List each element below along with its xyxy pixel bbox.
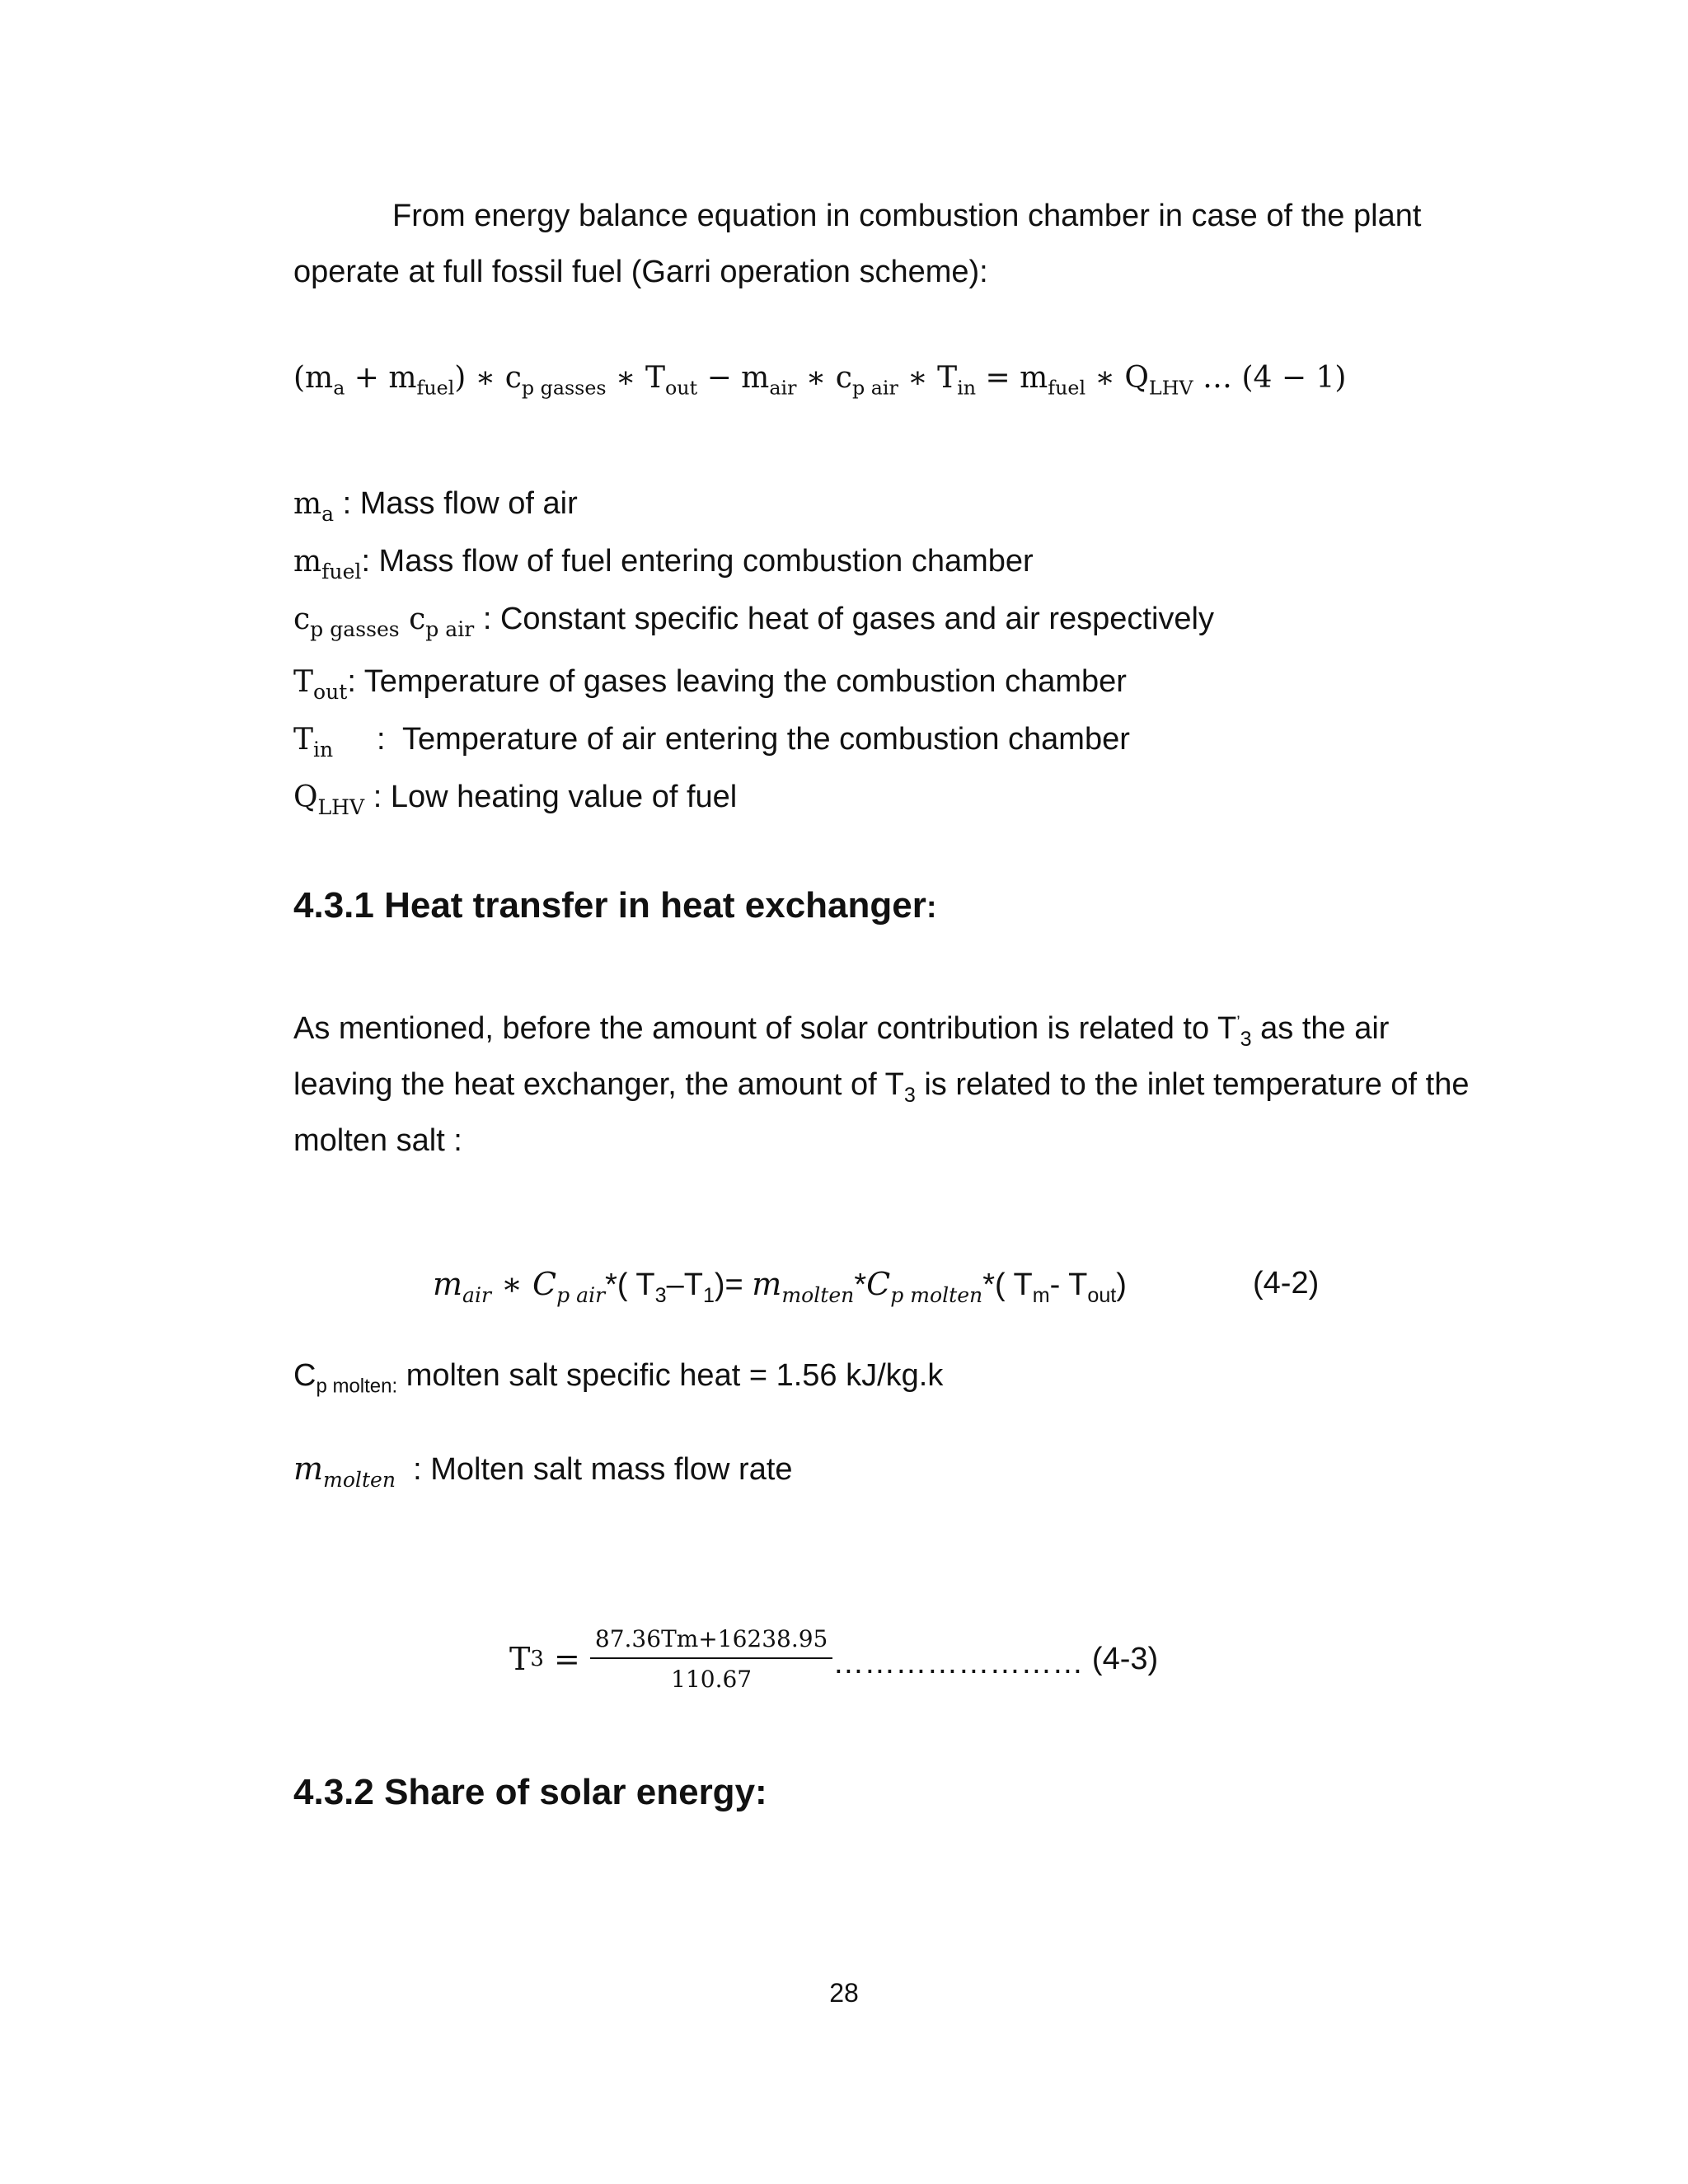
heat-exchanger-paragraph: As mentioned, before the amount of solar contribution is related to $T^’_3$ as the air leaving the heat exchanger, the amount of $T_3$ is related to the inlet temperature of the molten salt : <box>293 1011 1470 1158</box>
equation-4-1: $(m_a + m_{fuel})$ ∗ $c_{p gasses}$ ∗ $T_{out} - m_{air}$ ∗ $c_{p air}$ ∗ $T_{in} = m_{fuel}$ ∗ $Q_{LHV}$ … (4 − 1) <box>293 361 1347 400</box>
equation-4-2: $m_{air}$ ∗ $C_{p air}*$( $T_3-T_1)= m_{molten}*C_{p molten}*$( $T_m-$ $T_{out}$) <box>433 1266 1127 1307</box>
definition-mass-flow-air: $m_a$ : Mass flow of air <box>293 486 578 526</box>
section-heading-4-3-2: 4.3.2 Share of solar energy: <box>293 1772 767 1812</box>
definition-specific-heat: $c_{p gasses}$ $c_{p air}$ : Constant specific heat of gases and air respectively <box>293 602 1214 641</box>
section-heading-4-3-1: 4.3.1 Heat transfer in heat exchanger: <box>293 885 937 926</box>
intro-paragraph: From energy balance equation in combustion chamber in case of the plant operate at full fossil fuel (Garri operation scheme): <box>293 199 1422 289</box>
definition-q-lhv: $Q_{LHV}$ : Low heating value of fuel <box>293 780 738 819</box>
definition-t-out: $T_{out}$: Temperature of gases leaving the combustion chamber <box>293 664 1127 704</box>
equation-4-3-fraction: $\frac{87.36Tm+16238.95}{110.67}$ <box>590 1625 832 1693</box>
definition-mass-flow-fuel: $m_{fuel}$: Mass flow of fuel entering combustion chamber <box>293 544 1034 583</box>
m-molten-definition: $m_{molten}$ : Molten salt mass flow rate <box>293 1451 793 1492</box>
equation-number-4-2: (4-2) <box>1253 1266 1320 1301</box>
equation-4-3: T 3 = $\frac{87.36Tm+16238.95}{110.67}$ …………………… (4-3) <box>509 1625 1159 1693</box>
cp-molten-definition: $C_{p molten:}$ molten salt specific heat = 1.56 kJ/kg.k <box>293 1358 944 1398</box>
page-number: 28 <box>829 1978 859 2008</box>
definition-t-in: $T_{in}$ : Temperature of air entering the combustion chamber <box>293 722 1130 762</box>
